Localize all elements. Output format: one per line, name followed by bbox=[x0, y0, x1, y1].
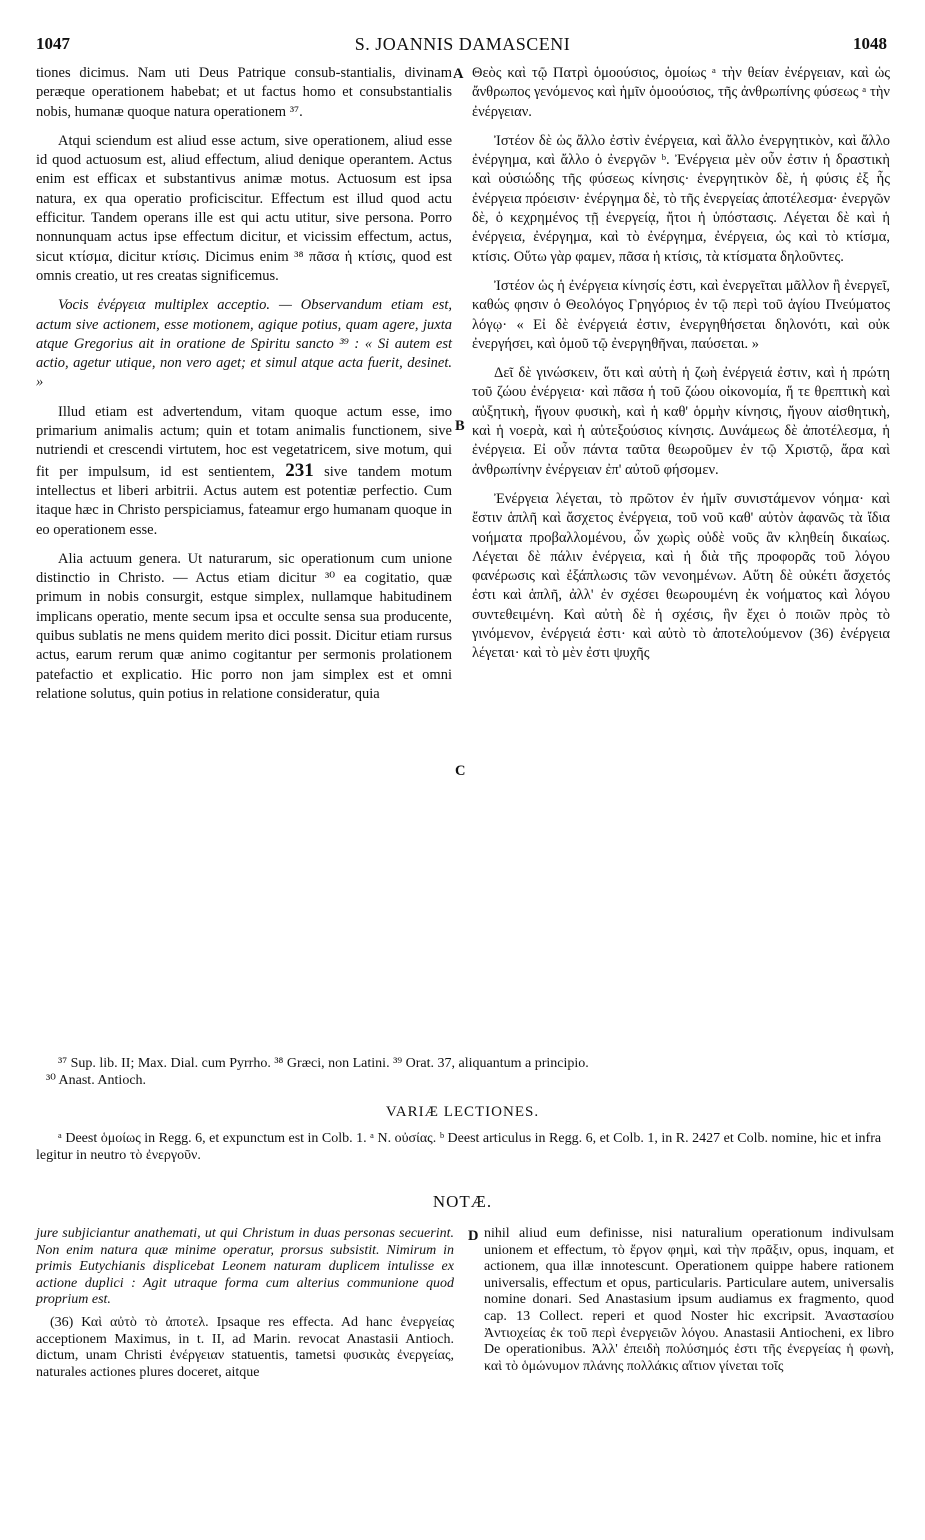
column-number-marker: 231 bbox=[285, 459, 314, 481]
latin-paragraph: tiones dicimus. Nam uti Deus Patrique consub-stantialis, divinam peræque operationem habebat; et ut factus homo et consubstantialis nobis, humanæ quoque natura operationem ³⁷. bbox=[36, 65, 452, 120]
page-number-right: 1048 bbox=[853, 34, 887, 53]
greek-paragraph: Θεὸς καὶ τῷ Πατρὶ ὁμοούσιος, ὁμοίως ᵃ τὴν θείαν ἐνέργειαν, καὶ ὡς ἄνθρωπος γενόμενος καὶ ἡμῖν ὁμοούσιος, τῆς ἀνθρωπίνης φύσεως ᵃ τὴν ἐνέργειαν. bbox=[472, 65, 890, 120]
footnote-line: ³⁰ Anast. Antioch. bbox=[46, 1073, 147, 1088]
footnote-line: ³⁷ Sup. lib. II; Max. Dial. cum Pyrrho. ³⁸ Græci, non Latini. ³⁹ Orat. 37, aliquantum a principio. bbox=[58, 1056, 589, 1071]
latin-paragraph: Vocis ἐνέργεια multiplex acceptio. — Observandum etiam est, actum sive actionem, esse motionem, agique potius, quam agere, juxta atque Gregorius ait in oratione de Spiritu sancto ³⁹ : « Si autem est actio, agetur utique, non vero aget; et simul atque acta fuerit, desinet. » bbox=[36, 297, 452, 391]
notae-title: NOTÆ. bbox=[432, 1192, 493, 1211]
latin-text: sive tandem motum intellectus et liberi arbitrii. Actus autem est potentiæ perfectio. Cum itaque hæc in Christo perspiciamus, fateamur ergo humanam quoque in eo operationem esse. bbox=[36, 463, 452, 538]
notae-paragraph: jure subjiciantur anathemati, ut qui Christum in duas personas secuerint. Non enim natura quæ minime operatur, prorsus subsistit. Nimirum in primis Eutychianis displicebat Leonem naturam duplicem intulisse ex actione duplici : Agit utraque forma cum alterius communione quod proprium est. bbox=[36, 1226, 454, 1308]
latin-paragraph: Atqui sciendum est aliud esse actum, sive operationem, aliud esse id quod actuosum est, aliud effectum, aliud denique operantem. Actus enim est efficax et substantivus animæ motus. Actuosum est ipsa natura, ex qua operatio proficiscitur. Effectum est illud quod actu efficitur. Tandem operans ille est qui actu utitur, sive persona. Porro nonnunquam actus ipse effectum dicitur, et vicissim effectum, actus, sicut κτίσμα, dicitur κτίσις. Dicimus enim ³⁸ πᾶσα ἡ κτίσις, quod est omnis creatio, ut res creatas significemus. bbox=[36, 132, 452, 284]
latin-paragraph bbox=[36, 403, 452, 540]
section-marker-b: B bbox=[455, 418, 465, 434]
latin-text: Illud etiam est advertendum, vitam quoque actum esse, imo primarium animalis actum; quin et totam animalis functionem, sive nutriendi et crescendi virtutem, hoc est vegetatricem, sive motum, qui fit per impulsum, id est sentientem, bbox=[36, 403, 452, 480]
page-number-left: 1047 bbox=[36, 34, 70, 53]
greek-column bbox=[472, 64, 890, 664]
notae-paragraph: (36) Καὶ αὐτὸ τὸ ἀποτελ. Ipsaque res effecta. Ad hanc ἐνεργείας acceptionem Maximus, in t. II, ad Marin. revocat Anastasii Antioch. dictum, unam Christi ἐνέργειαν statuentis, tametsi φυσικὰς ἐνεργείας, naturales actiones plures doceret, aitque bbox=[36, 1314, 454, 1380]
running-title: S. JOANNIS DAMASCENI bbox=[354, 34, 571, 54]
section-marker-d: D bbox=[468, 1228, 479, 1244]
variae-lectiones-title: VARIÆ LECTIONES. bbox=[385, 1104, 540, 1120]
latin-column bbox=[36, 64, 452, 704]
latin-paragraph: Alia actuum genera. Ut naturarum, sic operationum cum unione distinctio in Christo. — Actus etiam dicitur ³⁰ ea cogitatio, quæ primum in nobis consurgit, estque simplex, nullamque habitudinem implicans operatio, mente secum ipsa et occulte sensa sua producente, quibus sublatis ne mens quidem merito dici possit. Dicitur etiam rursus actus, earum rerum quæ animo cogitantur per sermonis prolationem patefactio et explicatio. Hic porro non jam simplex est et omni relatione solutus, quin potius in relatione consideratur, quia bbox=[36, 550, 452, 702]
footnotes bbox=[36, 1055, 896, 1089]
variae-lectiones-text: ᵃ Deest ὁμοίως in Regg. 6, et expunctum est in Colb. 1. ᵃ N. οὐσίας. ᵇ Deest articulus in Regg. 6, et Colb. 1, in R. 2427 et Colb. nomine, hic et infra legitur in neutro τὸ ἐνεργοῦν. bbox=[36, 1131, 882, 1163]
greek-paragraph: Δεῖ δὲ γινώσκειν, ὅτι καὶ αὐτὴ ἡ ζωὴ ἐνέργειά ἐστιν, καὶ ἡ πρώτη τοῦ ζώου ἐνέργεια· καὶ πᾶσα ἡ τοῦ ζώου οἰκονομία, ἥ τε θρεπτικὴ καὶ αὐξητικὴ, ἤγουν φυσικὴ, καὶ ἡ καθ' ὁρμὴν κίνησις, ἤγουν αἰσθητικὴ, καὶ ἡ νοερὰ, καὶ ἡ αὐτεξούσιος κίνησις. Δυνάμεως δὲ ἀποτέλεσμα, ἡ ἐνέργεια. Εἰ οὖν πάντα ταῦτα θεωροῦμεν ἐν τῷ Χριστῷ, ἄρα καὶ ἀνθρωπίνην ἐνέργειαν ἐπ' αὐτοῦ φήσομεν. bbox=[472, 365, 890, 478]
section-marker-c: C bbox=[455, 763, 466, 779]
section-marker-a: A bbox=[453, 66, 464, 82]
notae-left-column bbox=[36, 1226, 454, 1381]
greek-paragraph: Ἐνέργεια λέγεται, τὸ πρῶτον ἐν ἡμῖν συνιστάμενον νόημα· καὶ ἔστιν ἁπλῆ καὶ ἄσχετος ἐνέργεια, τοῦ νοῦ καθ' αὐτὸν ἀφανῶς τὰ ἴδια νοήματα προβαλλομένου, ὧν χωρὶς οὐδὲ νοῦς ἂν κληθείη δικαίως. Λέγεται δὲ πάλιν ἐνέργεια, καὶ ἡ διὰ τῆς προφορᾶς τοῦ λόγου φανέρωσις καὶ ἐξάπλωσις τῶν νενοημένων. Αὕτη δὲ οὐκέτι ἄσχετός ἐστι καὶ ἁπλῆ, ἀλλ' ἐν σχέσει θεωρουμένη ἐκ νοήματος καὶ λόγου συντεθειμένη. Καὶ αὐτὴ δὲ ἡ σχέσις, ἣν ἔχει ὁ ποιῶν πρὸς τὸ γινόμενον, ἐνέργειά ἐστι· καὶ αὐτὸ τὸ ἀποτελούμενον (36) ἐνέργεια λέγεται· καὶ τὸ μὲν ἐστι ψυχῆς bbox=[472, 490, 890, 662]
notae-paragraph: nihil aliud eum definisse, nisi naturalium operationum indivulsam unionem et effectum, τὸ ἔργον φημὶ, καὶ τὴν πρᾶξιν, opus, inquam, et actionem, qua illæ innotescunt. Operationem quippe habere rationem universalis, effectum et opus, particularis. Particulare autem, universalis nomine donari. Sed Anastasium ipsum audiamus ex fragmento, quod cap. 13 Collect. reperi et quod Noster hic excripsit. Ἀναστασίου Ἀντιοχείας ἐκ τοῦ περὶ ἐνεργειῶν λόγου. Anastasii Antiocheni, ex libro De operationibus. Ἀλλ' ἐπειδὴ πολύσημός ἐστι τῆς ἐνεργείας ἡ φωνὴ, καὶ τὸ ὁμώνυμον πλάνης πολλάκις αἴτιον γίνεται τοῖς bbox=[484, 1226, 894, 1374]
greek-paragraph: Ἰστέον δὲ ὡς ἄλλο ἐστὶν ἐνέργεια, καὶ ἄλλο ἐνεργητικὸν, καὶ ἄλλο ἐνέργημα, καὶ ἄλλο ὁ ἐνεργῶν ᵇ. Ἐνέργεια μὲν οὖν ἐστιν ἡ δραστικὴ καὶ οὐσιώδης τῆς φύσεως κίνησις· ἐνεργητικὸν δὲ, ἡ φύσις ἐξ ἧς ἐνέργεια πρόεισιν· ἐνέργημα δὲ, τὸ τῆς ἐνεργείας ἀποτέλεσμα· ἐνεργῶν δὲ, ὁ κεχρημένος τῇ ἐνεργείᾳ, ἤτοι ἡ ὑπόστασις. Λέγεται δὲ καὶ ἡ ἐνέργεια, ἐνέργημα, καὶ τὸ ἐνέργημα, ἐνέργεια, ὡς καὶ τὸ κτίσμα, κτίσις. Οὕτω γὰρ φαμεν, πᾶσα ἡ κτίσις, τὰ κτίσματα δηλοῦντες. bbox=[472, 132, 890, 265]
greek-paragraph: Ἰστέον ὡς ἡ ἐνέργεια κίνησίς ἐστι, καὶ ἐνεργεῖται μᾶλλον ἢ ἐνεργεῖ, καθώς φησιν ὁ Θεολόγος Γρηγόριος ἐν τῷ περὶ τοῦ ἁγίου Πνεύματος λόγῳ· « Εἰ δὲ ἐνέργειά ἐστιν, ἐνεργηθήσεται δηλονότι, καὶ οὐκ ἐνεργήσει, καὶ ὁμοῦ τῷ ἐνεργηθῆναι, παύσεται. » bbox=[472, 277, 890, 352]
notae-right-column bbox=[484, 1226, 894, 1375]
